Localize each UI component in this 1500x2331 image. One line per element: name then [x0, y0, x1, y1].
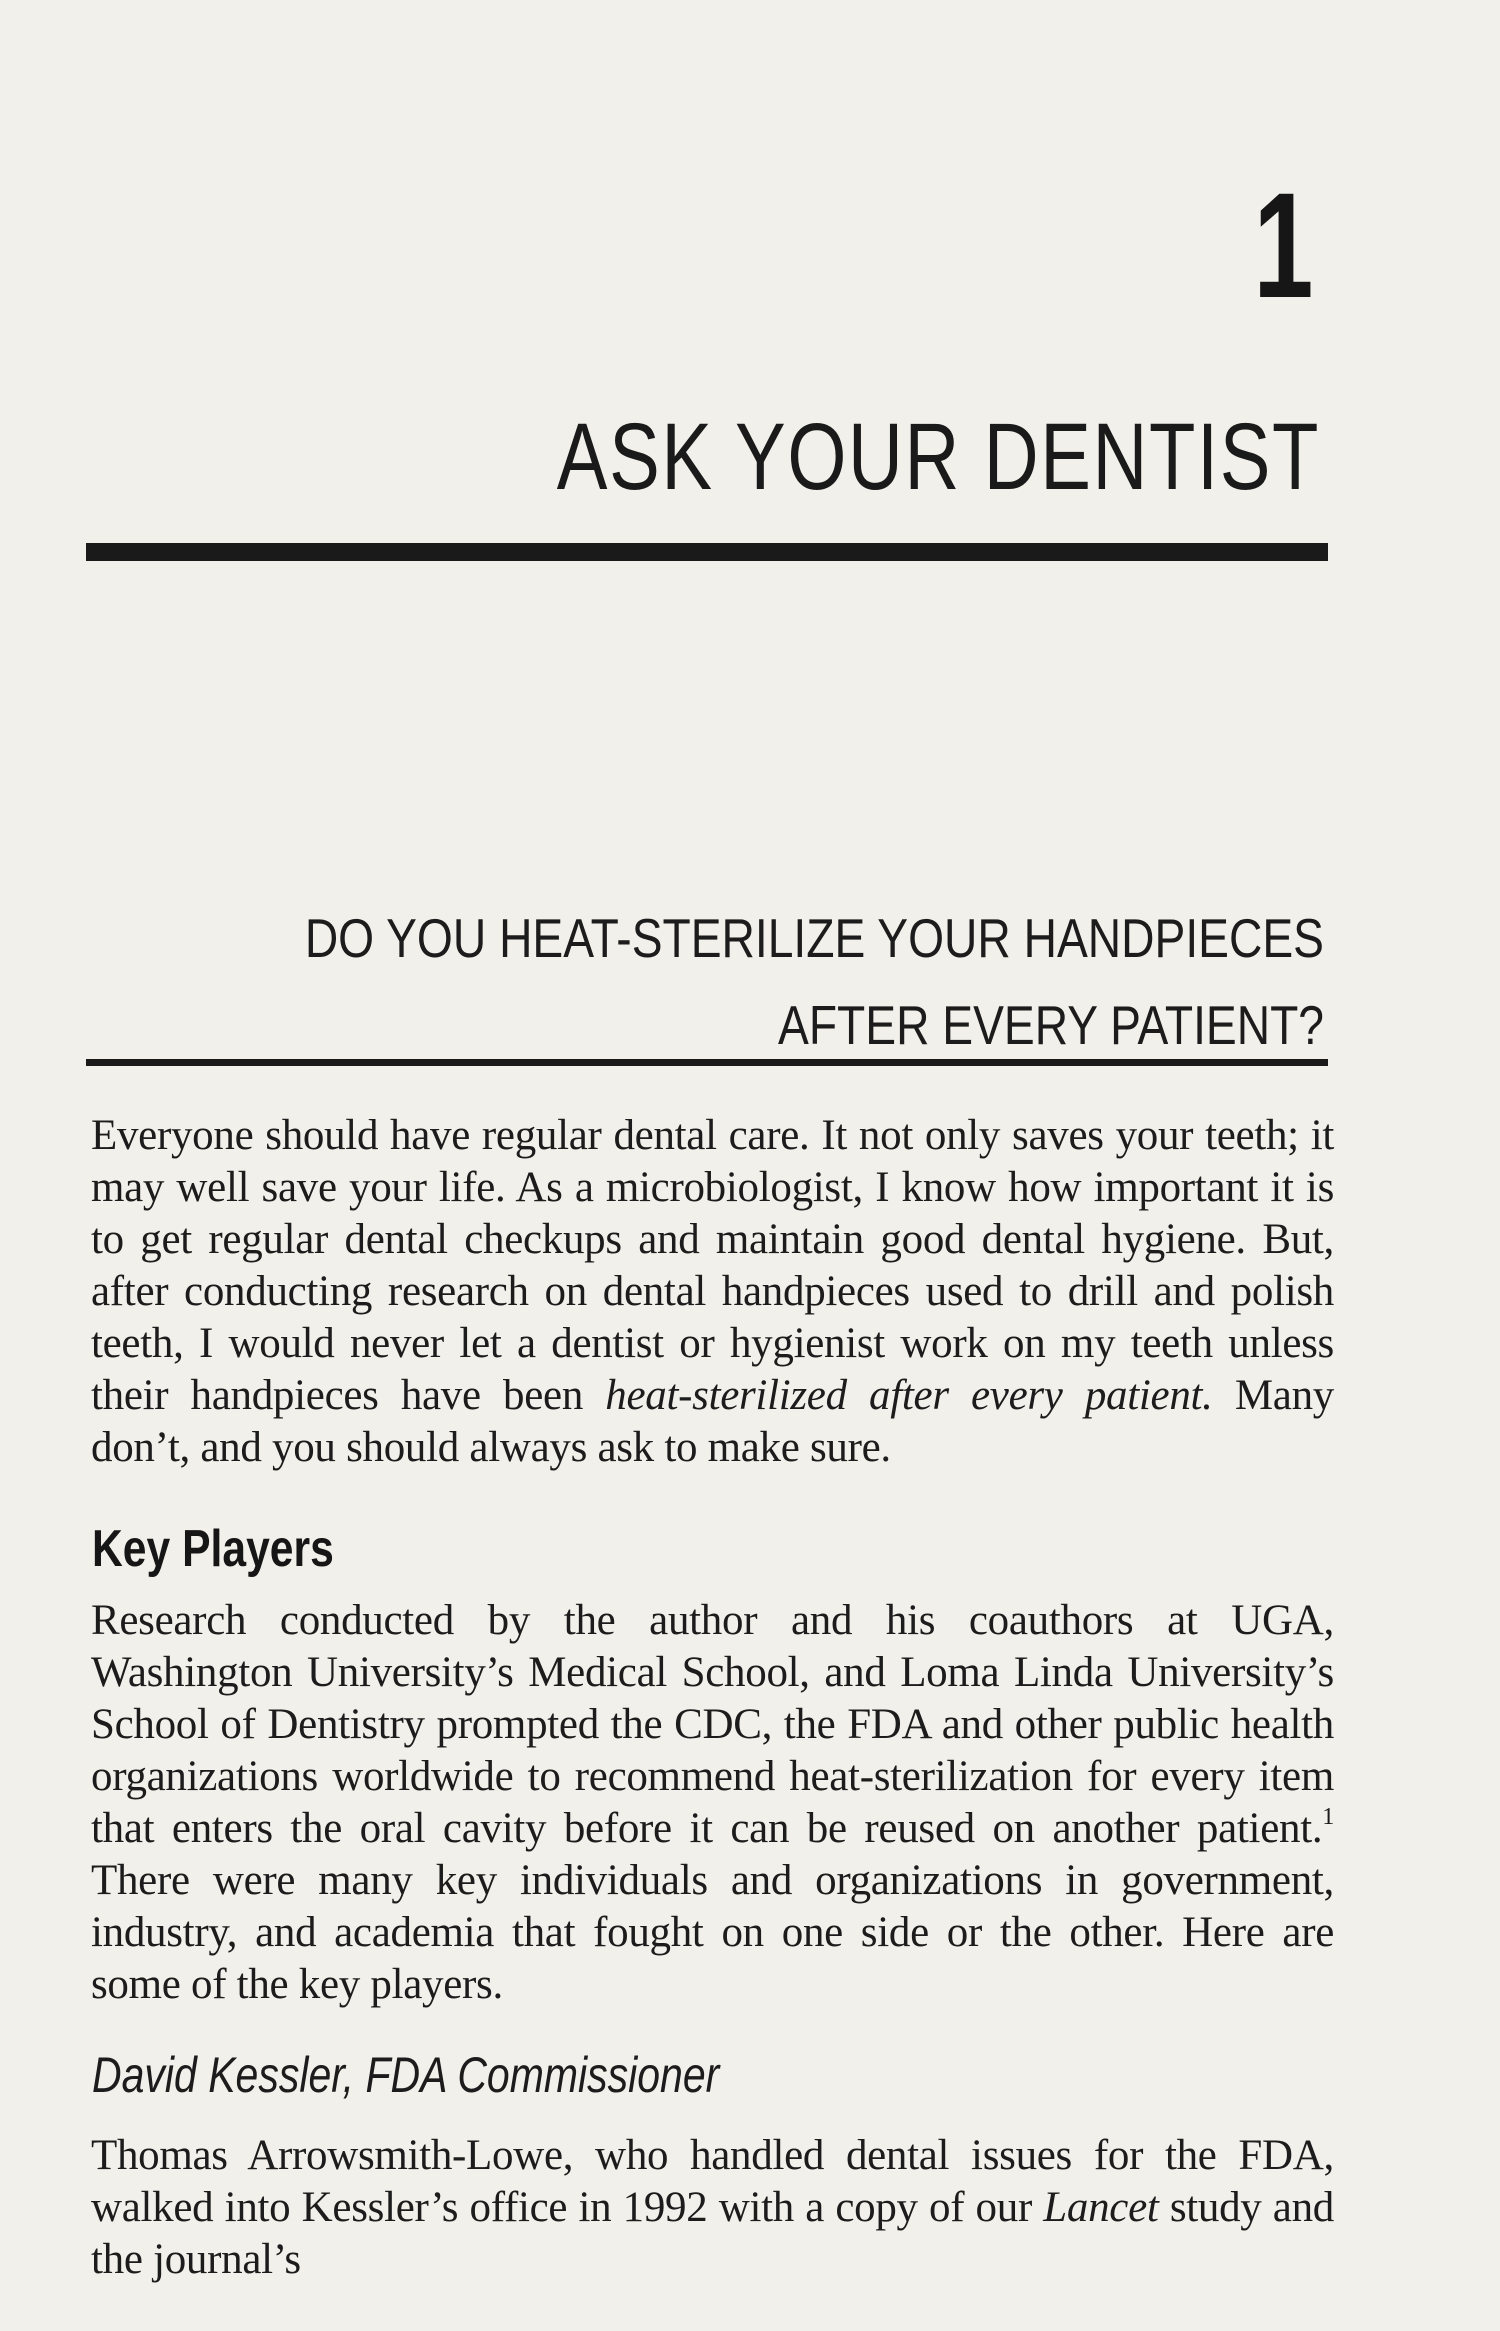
section-heading-line-2: AFTER EVERY PATIENT?: [778, 994, 1324, 1056]
section-divider: [86, 1059, 1328, 1066]
intro-paragraph: [91, 1110, 1334, 1474]
kessler-paragraph: [91, 2130, 1334, 2286]
footnote-marker: 1: [1322, 1804, 1334, 1830]
chapter-title: ASK YOUR DENTIST: [556, 404, 1320, 510]
key-players-heading: Key Players: [92, 1520, 334, 1578]
section-heading: [24, 895, 1324, 1069]
intro-text-start: Everyone should have regular dental care. It not only saves your teeth; it may well save your life. As a microbiologist, I know how important it is to get regular dental checkups and maintain good dental hygiene. But, after conducting research on dental handpieces used to drill and polish teeth, I would never let a dentist or hygienist work on my teeth unless their handpieces have been: [91, 1112, 1334, 1419]
key-players-text-end: There were many key individuals and organizations in government, industry, and academia that fought on one side or the other. Here are some of the key players.: [91, 1857, 1334, 2008]
kessler-text-end: study and the journal’s: [91, 2184, 1334, 2283]
section-heading-line-1: DO YOU HEAT-STERILIZE YOUR HANDPIECES: [304, 907, 1324, 969]
chapter-divider: [86, 543, 1328, 561]
chapter-number: 1: [1252, 161, 1313, 329]
kessler-emphasis: Lancet: [1043, 2184, 1159, 2231]
key-players-text-start: Research conducted by the author and his coauthors at UGA, Washington University’s Medical School, and Loma Linda University’s School of Dentistry prompted the CDC, the FDA and other public health organizations worldwide to recommend heat-sterilization for every item that enters the oral cavity before it can be reused on another patient.: [91, 1597, 1334, 1852]
key-players-paragraph: [91, 1595, 1334, 2011]
kessler-heading: David Kessler, FDA Commissioner: [92, 2047, 720, 2103]
intro-text-end: Many don’t, and you should always ask to make sure.: [91, 1372, 1334, 1471]
intro-emphasis: heat-sterilized after every patient.: [605, 1372, 1213, 1419]
kessler-text-start: Thomas Arrowsmith-Lowe, who handled dental issues for the FDA, walked into Kessler’s office in 1992 with a copy of our: [91, 2132, 1334, 2231]
